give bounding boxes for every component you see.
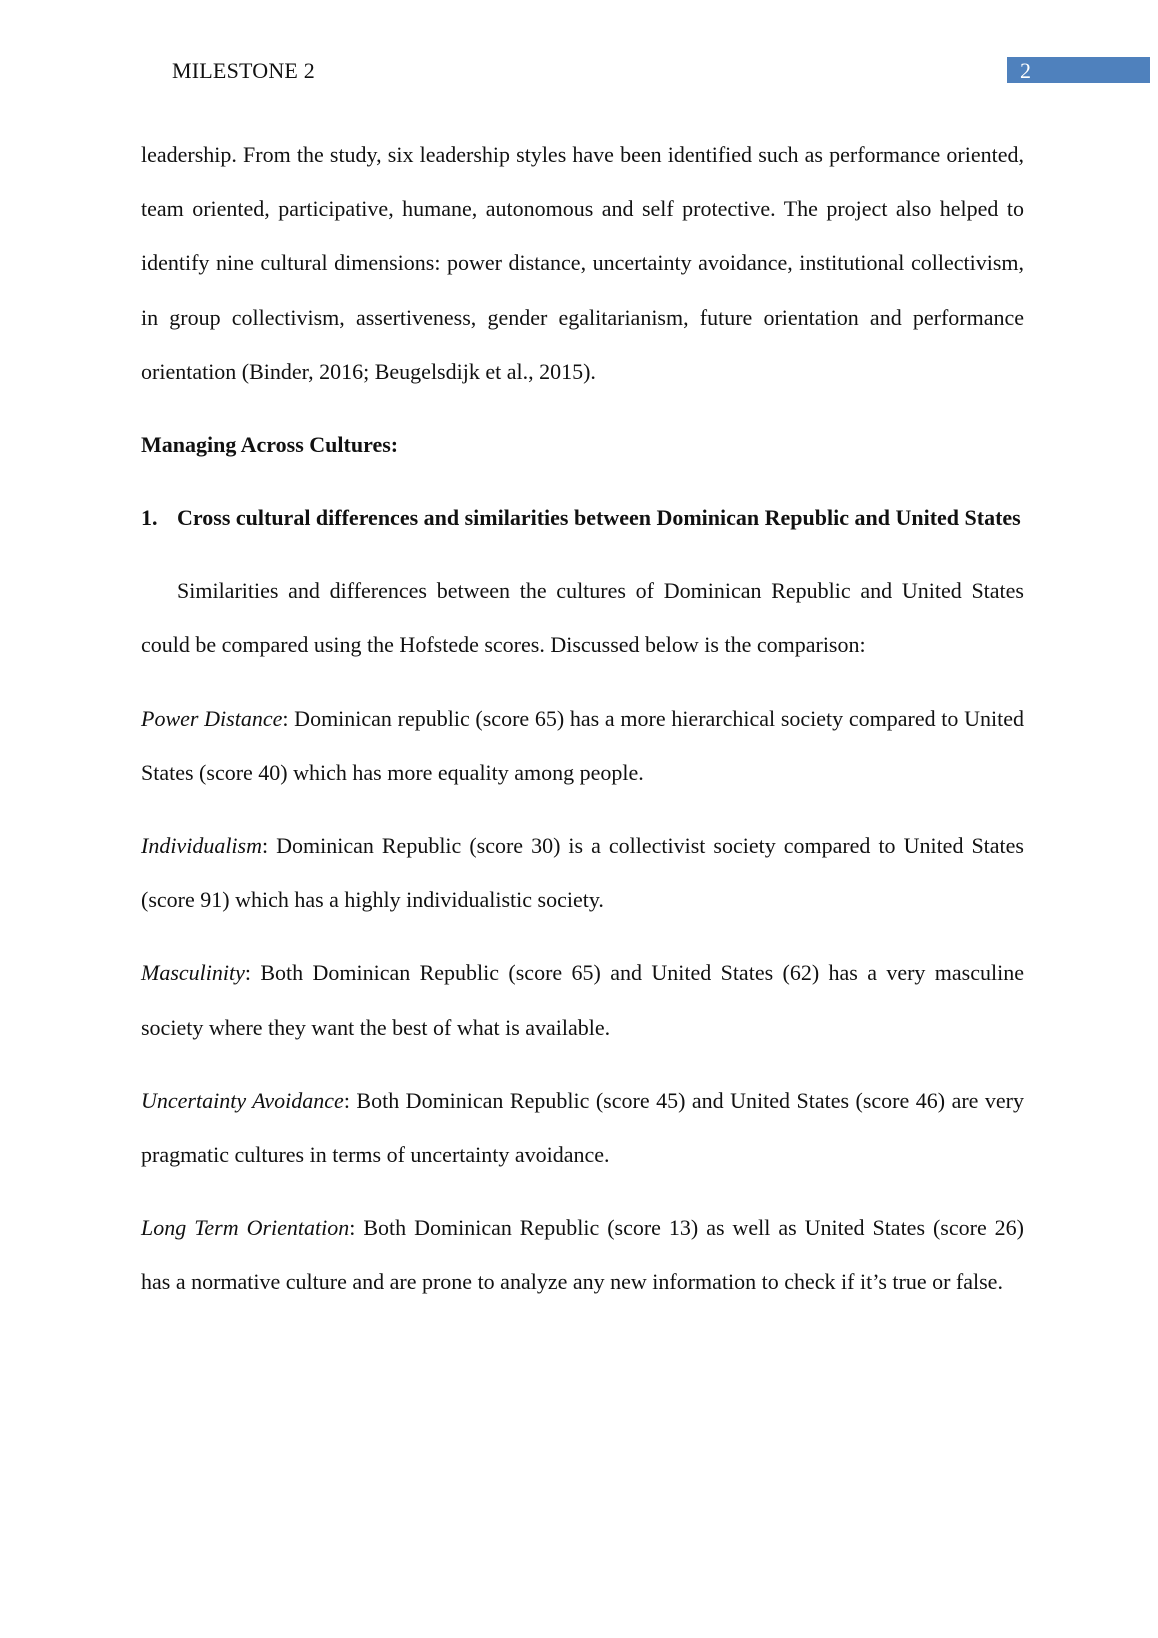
list-number: 1. [141,505,158,531]
numbered-heading-text: Cross cultural differences and similarities between Dominican Republic and United States [177,505,1021,531]
dimension-text: : Dominican republic (score 65) has a more hierarchical society compared to United States (score 40) which has more equality among people. [141,705,1024,785]
dimension-term: Uncertainty Avoidance [141,1087,344,1113]
dimension-text: : Dominican Republic (score 30) is a collectivist society compared to United States (score 91) which has a highly individualistic society. [141,833,1024,913]
document-body [141,128,1024,1310]
comparison-intro: Similarities and differences between the cultures of Dominican Republic and United States could be compared using the Hofstede scores. Discussed below is the comparison: [141,578,1024,658]
page-number-badge: 2 [1007,57,1150,83]
dimension-text: : Both Dominican Republic (score 45) and United States (score 46) are very pragmatic cultures in terms of uncertainty avoidance. [141,1087,1024,1168]
section-heading: Managing Across Cultures: [141,432,399,458]
dimension-term: Long Term Orientation [141,1215,350,1241]
dimension-text: : Both Dominican Republic (score 13) as well as United States (score 26) has a normative culture and are prone to analyze any new information to check if it’s true or false. [141,1215,1024,1295]
dimension-text: : Both Dominican Republic (score 65) and United States (62) has a very masculine society where they want the best of what is available. [141,960,1024,1040]
header-title: MILESTONE 2 [172,58,315,83]
dimension-uncertainty-avoidance [141,1074,1024,1182]
numbered-heading [141,491,1024,545]
dimension-masculinity [141,946,1024,1054]
dimension-individualism [141,819,1024,927]
dimension-term: Power Distance [141,705,283,731]
dimension-power-distance [141,692,1024,800]
intro-paragraph: leadership. From the study, six leadership styles have been identified such as performance oriented, team oriented, participative, humane, autonomous and self protective. The project also helped to identify nine cultural dimensions: power distance, uncertainty avoidance, institutional collectivism, in group collectivism, assertiveness, gender egalitarianism, future orientation and performance orientation (Binder, 2016; Beugelsdijk et al., 2015). [141,142,1024,384]
dimension-term: Individualism [141,833,262,859]
dimension-term: Masculinity [141,960,245,986]
dimension-long-term-orientation [141,1201,1024,1309]
